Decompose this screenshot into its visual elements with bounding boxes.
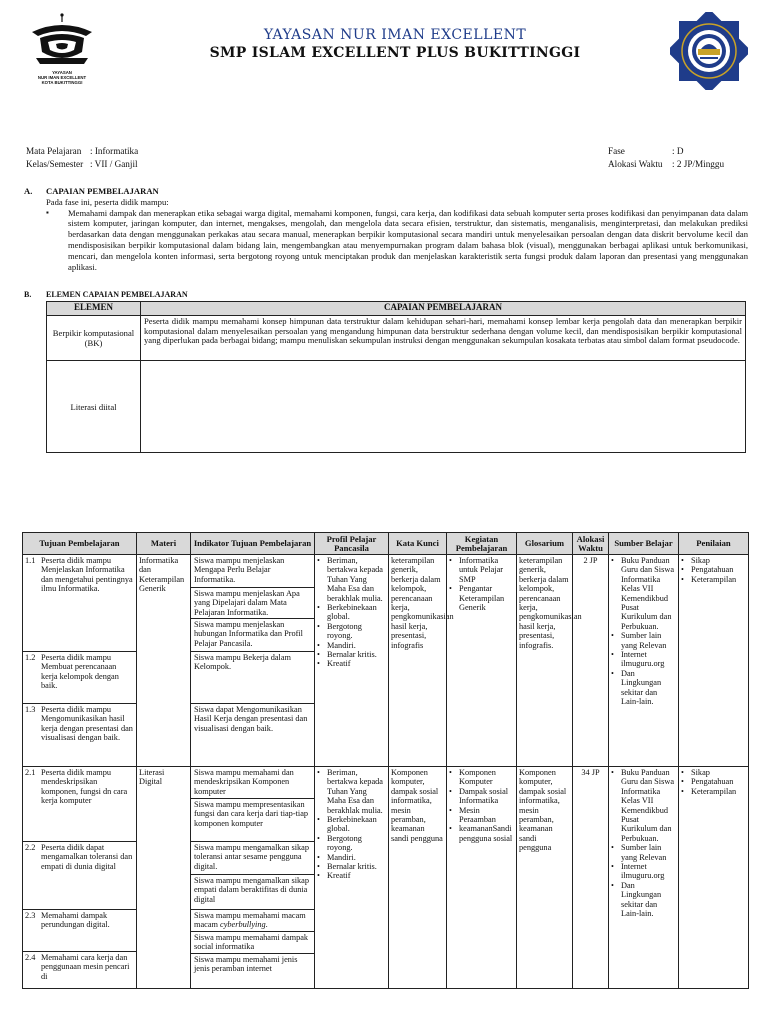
indikator-item: Siswa mampu memahami dan mendeskripsikan Komponen komputer [194, 768, 294, 796]
list-item: • Dan Lingkungan sekitar dan Lain-lain. [611, 880, 662, 919]
section-a-number: A. [24, 186, 33, 196]
capaian-cell [141, 361, 746, 453]
tp-text: Memahami dampak perundungan digital. [41, 911, 110, 930]
indikator-cell [191, 767, 315, 989]
school-seal-logo [670, 12, 748, 90]
tp-text: Peserta didik mampu Mengomunikasikan hasil kerja dengan presentasi dan visualisasi dengan baik. [41, 705, 133, 743]
class-value: : VII / Ganjil [90, 159, 138, 169]
indikator-item: Siswa mampu Bekerja dalam Kelompok. [191, 651, 314, 703]
list-item: • Kreatif [317, 659, 351, 669]
list-item: • Pengatahuan [681, 565, 734, 575]
penilaian-cell [679, 555, 749, 767]
list-item: • Mesin Peraamban [449, 805, 496, 825]
list-item: • Pengantar Keterampilan Generik [449, 584, 505, 613]
col-penilaian: Penilaian [679, 533, 749, 555]
list-item: • Sikap [681, 556, 710, 565]
indikator-item: Siswa mampu memahami macam macam cyberbullying. [191, 909, 314, 931]
alokasi-cell [573, 555, 609, 767]
list-item: • Informatika untuk Pelajar SMP [449, 556, 504, 584]
materi-text: Informatika dan Keterampilan Generik [139, 556, 185, 594]
sumber-cell [609, 555, 679, 767]
glosarium-cell [517, 555, 582, 767]
list-item: • Berkebinekaan global. [317, 815, 377, 834]
col-alokasi: Alokasi Waktu [573, 533, 609, 555]
list-item: • Keterampilan [681, 786, 737, 796]
kata-kunci-text: Komponen komputer, dampak sosial informatika, mesin peramban, keamanan sandi pengguna [391, 768, 443, 843]
kegiatan-cell [447, 555, 517, 767]
section-a [24, 186, 748, 272]
section-b-title: ELEMEN CAPAIAN PEMBELAJARAN [46, 290, 188, 299]
subject-value: : Informatika [90, 146, 139, 156]
alokasi-text: 34 JP [581, 768, 600, 777]
glosarium-text: keterampilan generik, berkerja dalam kelompok, perencanaan kerja, pengkomunikasian hasil kerja, presentasi, infografis. [519, 556, 582, 650]
list-item: • Beriman, bertakwa kepada Tuhan Yang Maha Esa dan berakhlak mulia. [317, 556, 383, 603]
profil-cell [315, 555, 389, 767]
indikator-item: Siswa mampu mengamalkan sikap toleransi antar sesame pengguna digital. [191, 841, 314, 874]
capaian-cell: Peserta didik mampu memahami konsep himpunan data terstruktur dalam kehidupan sehari-hari, memahami konsep lembar kerja pengolah data dan menerapkan berpikir komputasional dalam menyelesaikan persoalan yang mengandung himpunan data berstruktur sederhana dengan volume kecil, dan mendisposisikan berpikir komputasional yang diperlukan pada berbagai bidang; mampu menuliskan sekumpulan instruksi dengan menggunakan sekumpulan kosakata terbatas atau simbol dalam format pseudocode. [141, 316, 746, 361]
col-indikator: Indikator Tujuan Pembelajaran [191, 533, 315, 555]
cyberbullying-term: cyberbullying [220, 920, 266, 930]
section-b-heading [24, 290, 188, 299]
indikator-item: Siswa dapat Mengomunikasikan Hasil Kerja dengan presentasi dan visualisasi dengan baik. [191, 703, 314, 734]
alokasi-cell [573, 767, 609, 989]
subject-label: Mata Pelajaran [26, 146, 82, 156]
tp-text: Peserta didik mampu mendeskripsikan komponen, fungsi dn cara kerja komputer [41, 768, 128, 806]
kata-kunci-text: keterampilan generik, berkerja dalam kelompok, perencanaan kerja, pengkomunikasian hasil kerja, presentasi, infografis [391, 556, 454, 650]
tp-number: 1.2 [25, 653, 36, 662]
table-row [23, 555, 749, 767]
profil-cell [315, 767, 389, 989]
tujuan-cell [23, 767, 137, 989]
elemen-cell: Literasi diital [47, 361, 141, 453]
list-item: • Sumber lain yang Relevan [611, 843, 667, 862]
tp-number: 1.3 [25, 705, 36, 714]
list-item: • Buku Panduan Guru dan Siswa Informatika Kelas VII Kemendikbud Pusat Kurikulum dan Perbukuan. [611, 768, 675, 843]
tp-text: Peserta didik dapat mengamalkan toleransi dan empati di dunia digital [41, 843, 133, 871]
tp-number: 2.4 [25, 953, 36, 962]
indikator-item: Siswa mampu menjelaskan hubungan Informatika dan Profil Pelajar Pancasila. [191, 618, 314, 651]
time-label: Alokasi Waktu [608, 159, 663, 169]
list-item: • Mandiri. [317, 640, 356, 650]
logo-line-3: KOTA BUKITTINGGI [41, 80, 83, 85]
col-profil: Profil Pelajar Pancasila [315, 533, 389, 555]
tp-number: 1.1 [25, 556, 36, 565]
sumber-cell [609, 767, 679, 989]
list-item: • Bernalar kritis. [317, 862, 377, 872]
time-info [608, 159, 725, 169]
list-item: • Komponen Komputer [449, 768, 496, 787]
tp-number: 2.2 [25, 843, 36, 852]
elemen-table [46, 301, 746, 453]
phase-info [608, 146, 684, 156]
tp-text: Memahami cara kerja dan penggunaan mesin pencari di [41, 953, 130, 981]
indikator-cell [191, 555, 315, 767]
phase-value: : D [672, 146, 684, 156]
list-item: • Mandiri. [317, 852, 356, 862]
col-sumber: Sumber Belajar [609, 533, 679, 555]
phase-label: Fase [608, 146, 625, 156]
list-item: • Bernalar kritis. [317, 650, 377, 660]
list-item: • Keterampilan [681, 574, 737, 584]
foundation-logo [26, 12, 98, 90]
list-item: • Bergotong royong. [317, 833, 362, 853]
school-name: SMP ISLAM EXCELLENT PLUS BUKITTINGGI [209, 45, 581, 61]
col-materi: Materi [137, 533, 191, 555]
section-a-title: CAPAIAN PEMBELAJARAN [46, 186, 159, 196]
logo-line-2: NUR IMAN EXCELLENT [37, 75, 87, 80]
tp-text: Peserta didik mampu Menjelaskan Informatika dan mengetahui pentingnya ilmu Informatika. [41, 556, 133, 594]
table-row [23, 767, 749, 989]
glosarium-text: Komponen komputer, dampak sosial informatika, mesin peramban, keamanan sandi pengguna [519, 768, 567, 853]
time-value: : 2 JP/Minggu [672, 159, 725, 169]
indikator-item: Siswa mampu mengamalkan sikap empati dalam beraktifitas di dunia digital [191, 874, 314, 909]
foundation-name: YAYASAN NUR IMAN EXCELLENT [263, 27, 527, 43]
section-a-intro: Pada fase ini, peserta didik mampu: [46, 196, 169, 207]
indikator-item: Siswa mampu mempresentasikan fungsi dan cara kerja dari tiap-tiap komponen komputer [191, 798, 314, 841]
class-info [26, 159, 138, 169]
indikator-item: Siswa mampu memahami jenis jenis peramban internet [191, 953, 314, 975]
tujuan-cell [23, 555, 137, 767]
logo-line-1: YAYASAN [52, 70, 72, 75]
section-a-text: Memahami dampak dan menerapkan etika sebagai warga digital, memahami komponen, fungsi, cara kerja, dan kodifikasi data sebuah komputer serta proses kodifikasi dan penyimpanan data dalam sistem komputer, jaringan komputer, dan internet, mengakses, mengolah, dan mengelola data secara efisien, terstruktur, dan sistematis, menganalisis, menginterpretasi, dan melakukan prediksi berdasarkan data dengan menggunakan perkakas atau secara manual, menerapkan berpikir komputasional secara mandiri untuk menyelesaikan persoalan dengan data diskrit bervolume kecil dan mendisposisikan berpikir komputasional dalam bidang lain, mengembangkan atau menyempurnakan program dalam bahasa blok (visual), menggunakan berbagai aplikasi untuk berkomunikasi, mencari, dan mengelola konten informasi, serta bergotong royong untuk menciptakan produk dan menjelaskan karakteristik serta fungsi produk dalam laporan dan presentasi yang menggunakan aplikasi. [68, 207, 748, 272]
materi-cell [137, 555, 191, 767]
bullet-square-icon: ▪ [46, 207, 49, 217]
tp-number: 2.3 [25, 911, 36, 920]
section-b-number: B. [24, 290, 32, 299]
indikator-item: Siswa mampu menjelaskan Apa yang Dipelajari dalam Mata Pelajaran Informatika. [191, 587, 314, 618]
subject-info [26, 146, 139, 156]
kegiatan-cell [447, 767, 517, 989]
materi-cell [137, 767, 191, 989]
list-item: • Dan Lingkungan sekitar dan Lain-lain. [611, 668, 662, 707]
col-kata-kunci: Kata Kunci [389, 533, 447, 555]
penilaian-cell [679, 767, 749, 989]
mosque-dome-icon [26, 12, 98, 70]
list-item: • Pengatahuan [681, 777, 734, 787]
learning-plan-table [22, 532, 749, 989]
col-glosarium: Glosarium [517, 533, 573, 555]
indikator-item: Siswa mampu memahami dampak social informatika [191, 931, 314, 953]
list-item: • Berkebinekaan global. [317, 603, 377, 622]
tp-text: Peserta didik mampu Membuat perencanaan kerja kelompok dengan baik. [41, 653, 119, 691]
materi-text: Literasi Digital [139, 768, 165, 787]
tp-number: 2.1 [25, 768, 36, 777]
list-item: • Bergotong royong. [317, 621, 362, 641]
elemen-header: ELEMEN [47, 302, 141, 316]
alokasi-text: 2 JP [583, 556, 598, 565]
list-item: • keamananSandi pengguna sosial [449, 824, 513, 843]
list-item: • Sumber lain yang Relevan [611, 631, 667, 650]
indikator-item: Siswa mampu menjelaskan Mengapa Perlu Belajar Informatika. [194, 556, 285, 584]
list-item: • Sikap [681, 768, 710, 777]
kata-kunci-cell [389, 555, 454, 767]
list-item: • Buku Panduan Guru dan Siswa Informatika Kelas VII Kemendikbud Pusat Kurikulum dan Perbukuan. [611, 556, 675, 631]
glosarium-cell [517, 767, 573, 989]
elemen-cell: Berpikir komputasional (BK) [47, 316, 141, 361]
kata-kunci-cell [389, 767, 447, 989]
col-kegiatan: Kegiatan Pembelajaran [447, 533, 517, 555]
list-item: • Internet ilmuguru.org [611, 862, 665, 881]
list-item: • Kreatif [317, 871, 351, 881]
list-item: • Dampak sosial Informatika [449, 786, 509, 806]
capaian-header: CAPAIAN PEMBELAJARAN [141, 302, 746, 316]
col-tujuan: Tujuan Pembelajaran [23, 533, 137, 555]
class-label: Kelas/Semester [26, 159, 84, 169]
list-item: • Beriman, bertakwa kepada Tuhan Yang Maha Esa dan berakhlak mulia. [317, 768, 383, 815]
list-item: • Internet ilmuguru.org [611, 650, 665, 669]
seal-icon [670, 12, 748, 90]
